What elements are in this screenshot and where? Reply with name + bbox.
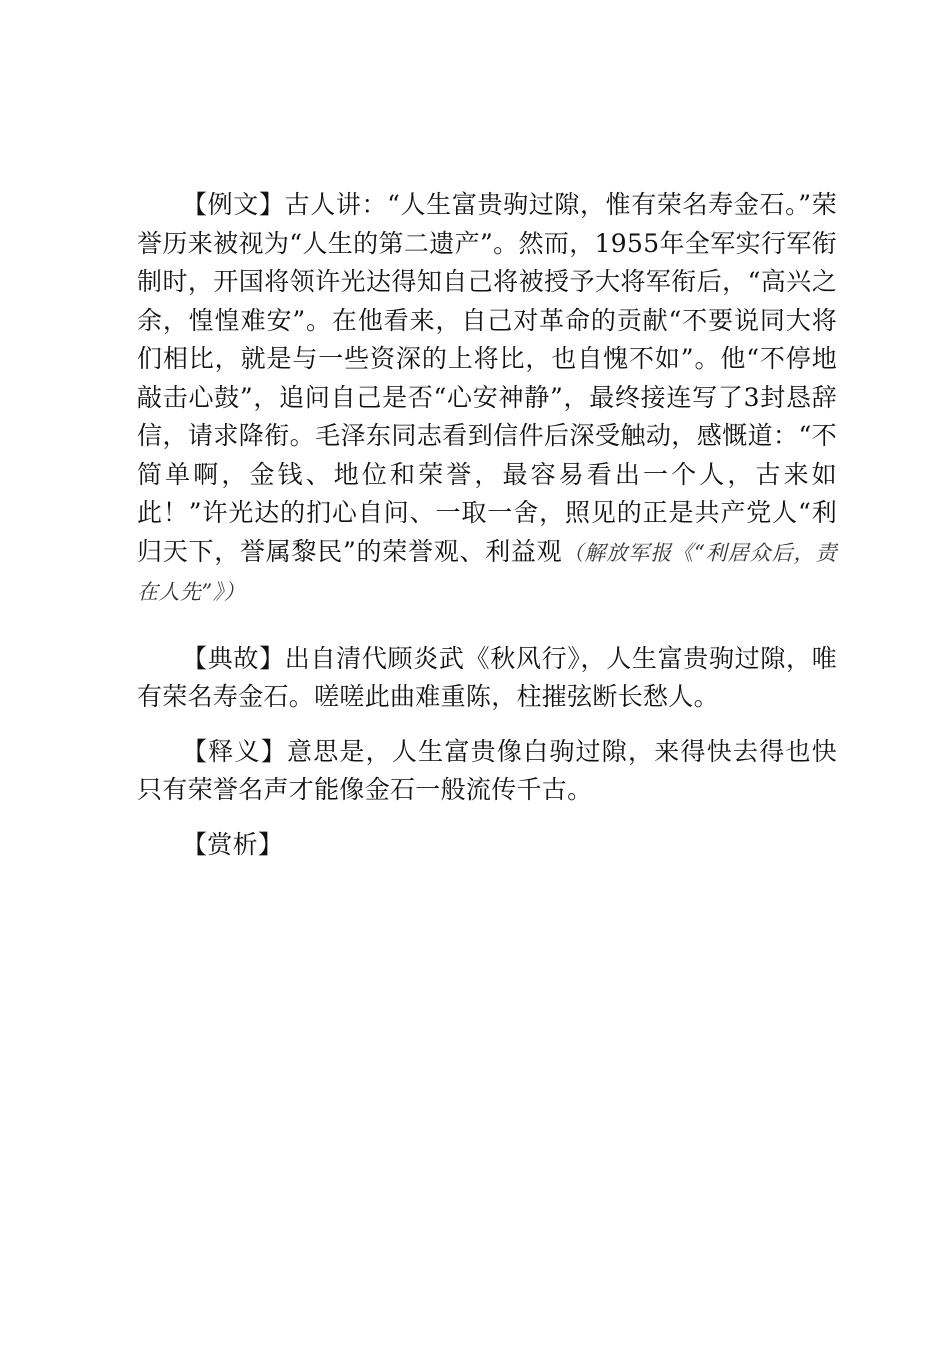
appreciation-tag: 【赏析】 bbox=[182, 829, 284, 859]
example-tag: 【例文】 bbox=[182, 190, 285, 219]
example-text: 古人讲：“人生富贵驹过隙，惟有荣名寿金石。”荣誉历来被视为“人生的第二遗产”。然而，1955年全军实行军衔制时，开国将领许光达得知自己将被授予大将军衔后，“高兴之余，惶惶难安”。在他看来，自己对革命的贡献“不要说同大将们相比，就是与一些资深的上将比，也自愧不如”。他“不停地敲击心鼓”，追问自己是否“心安神静”，最终接连写了3封恳辞信，请求降衔。毛泽东同志看到信件后深受触动，感慨道：“不简单啊，金钱、地位和荣誉，最容易看出一个人，古来如此！”许光达的扪心自问、一取一舍，照见的正是共产党人“利归天下，誉属黎民”的荣誉观、利益观 bbox=[137, 190, 837, 566]
allusion-text: 出自清代顾炎武《秋风行》，人生富贵驹过隙，唯有荣名寿金石。嗟嗟此曲难重陈，柱摧弦断长愁人。 bbox=[137, 643, 838, 711]
allusion-paragraph bbox=[137, 640, 837, 717]
meaning-tag: 【释义】 bbox=[182, 736, 287, 766]
meaning-paragraph bbox=[137, 733, 837, 810]
example-paragraph bbox=[137, 186, 837, 612]
example-source: （解放军报《“利居众后，责在人先”》） bbox=[137, 540, 837, 604]
appreciation-paragraph bbox=[137, 826, 837, 865]
allusion-tag: 【典故】 bbox=[182, 643, 285, 673]
document-body bbox=[137, 186, 837, 864]
meaning-text: 意思是，人生富贵像白驹过隙，来得快去得也快只有荣誉名声才能像金石一般流传千古。 bbox=[137, 736, 837, 804]
